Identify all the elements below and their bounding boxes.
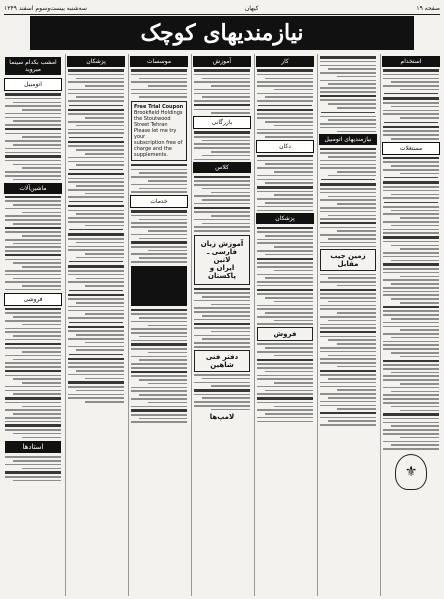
ad-text (5, 196, 61, 291)
section-header: ماشین‌آلات (4, 183, 62, 194)
section-header: خدمات (130, 195, 188, 208)
classified-columns (3, 54, 441, 596)
section-header: کلاس (193, 162, 251, 173)
section-header: نیازمندیهای اتومبیل (319, 134, 377, 145)
ad-text (194, 288, 250, 348)
footer-promo-text: استادها (22, 443, 44, 452)
section-header: پزشکان (256, 213, 314, 224)
column-5 (128, 54, 189, 596)
ad-text (383, 69, 439, 139)
ad-text (320, 274, 376, 426)
ad-text (257, 155, 313, 211)
cinema-promo-text: امشب بکدام سینما میروید (9, 59, 57, 73)
issue-date: سه‌شنبه بیست‌وسوم اسفند ۱۳۴۹ (4, 4, 87, 12)
ad-text (131, 309, 187, 423)
photo-ad (131, 266, 187, 306)
free-trial-coupon (131, 101, 187, 161)
section-header: اتومبیل (4, 78, 62, 91)
section-header: کار (256, 56, 314, 67)
coupon-body: Brookfield Holdings the Stoutwood Street Tehran Please let me try your subscription free of charge and the supplements. (134, 110, 183, 159)
section-header: فروشی (4, 293, 62, 306)
footer-promo (5, 441, 61, 453)
emblem-icon: ⚜ (395, 454, 427, 490)
section-header: دکان (256, 140, 314, 153)
column-2 (317, 54, 378, 596)
ad-text (131, 69, 187, 98)
ad-text (320, 56, 376, 132)
section-header: پزشکان (67, 56, 125, 67)
ad-text (194, 374, 250, 410)
column-1 (380, 54, 441, 596)
ad-text (194, 131, 250, 160)
section-header: مستغلات (382, 142, 440, 155)
section-header: آموزش (193, 56, 251, 67)
teachers-ad: دفتر فنی شاهین (194, 350, 250, 372)
page-header (4, 2, 440, 15)
rental-ad: زمین جیب مقابل (320, 249, 376, 271)
coupon-title: Free Trial Coupon (134, 104, 184, 111)
ad-text (383, 157, 439, 450)
ad-text (257, 69, 313, 138)
classifieds-banner (30, 16, 414, 50)
banner-title: نیازمندیهای کوچک (140, 20, 304, 46)
ad-text (194, 176, 250, 232)
column-7 (3, 54, 63, 596)
newspaper-name: کیهان (244, 4, 259, 12)
ad-text (131, 210, 187, 262)
section-header: بازرگانی (193, 116, 251, 129)
lamp-ad: لامپ‌ها (209, 412, 235, 421)
ad-text (68, 69, 124, 402)
ad-text (257, 227, 313, 326)
ad-text (320, 148, 376, 248)
ad-text (257, 343, 313, 422)
column-6 (65, 54, 126, 596)
column-3 (254, 54, 315, 596)
cinema-promo (5, 57, 61, 75)
ad-text (194, 69, 250, 114)
ad-text (5, 308, 61, 438)
section-header: موسسات (130, 56, 188, 67)
sale-ad: فروش (257, 327, 313, 341)
ad-text (131, 164, 187, 193)
language-school-text: آموزش زبان فارسی ـ لاتین ایران و پاکستان (200, 239, 244, 280)
section-header: استخدام (382, 56, 440, 67)
page-number: صفحه ۱۹ (416, 4, 440, 12)
ad-text (5, 456, 61, 481)
ad-text (5, 93, 61, 180)
language-school-ad (194, 235, 250, 285)
column-4 (191, 54, 252, 596)
